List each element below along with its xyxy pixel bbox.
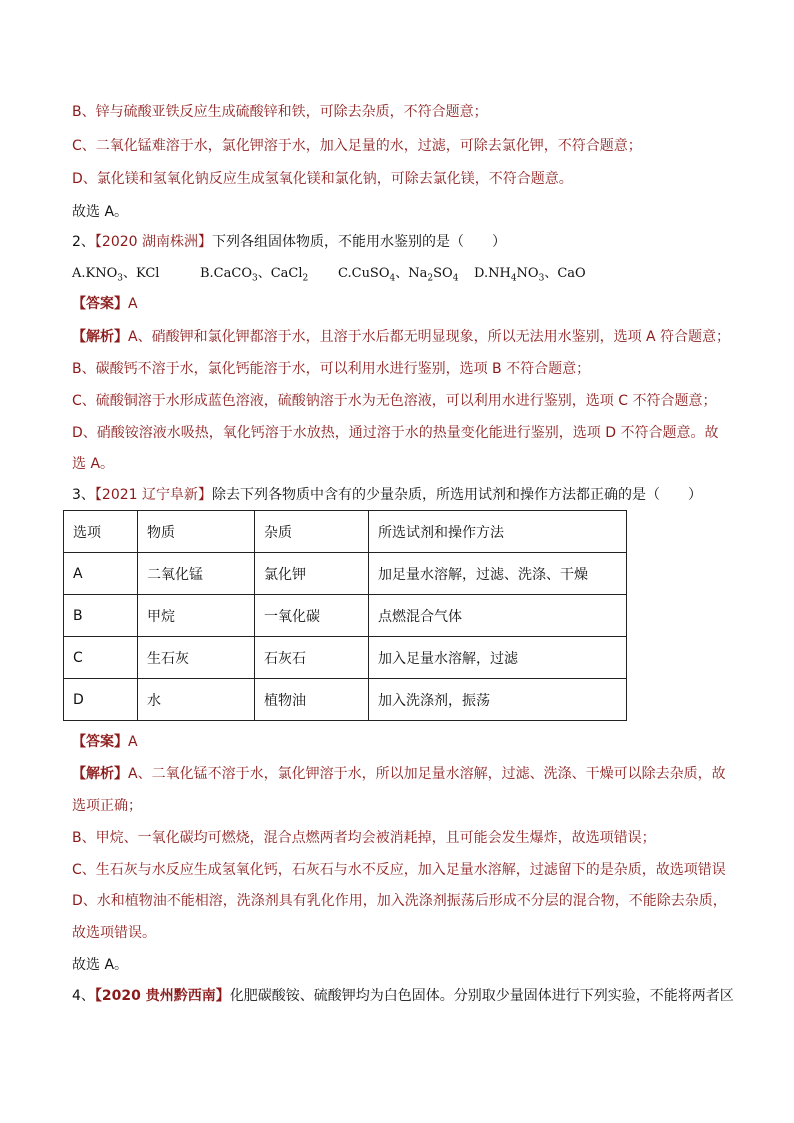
q3-stem-line — [72, 486, 734, 504]
q2-answer: 【答案】A — [72, 296, 138, 312]
table-cell: D — [64, 679, 138, 721]
table-cell: 加入足量水溶解，过滤 — [369, 637, 627, 679]
q4-stem: 化肥碳酸铵、硫酸钾均为白色固体。分别取少量固体进行下列实验，不能将两者区 — [229, 988, 734, 1004]
table-cell: 加入洗涤剂，振荡 — [369, 679, 627, 721]
table-cell: 植物油 — [255, 679, 369, 721]
table-cell: 生石灰 — [138, 637, 255, 679]
table-cell: 石灰石 — [255, 637, 369, 679]
q3-table — [63, 510, 627, 721]
table-header-row — [64, 511, 627, 553]
q4-source: 【2020 贵州黔西南】 — [94, 988, 230, 1004]
table-cell: 氯化钾 — [255, 553, 369, 595]
prev-conclusion: 故选 A。 — [72, 204, 129, 220]
q2-analysis-d: D、硝酸铵溶液水吸热，氧化钙溶于水放热，通过溶于水的热量变化能进行鉴别，选项 D 不符合题意。故 — [72, 425, 719, 441]
prev-analysis-c: C、二氧化锰难溶于水，氯化钾溶于水，加入足量的水，过滤，可除去氯化钾，不符合题意； — [72, 138, 642, 154]
q2-analysis-b: B、碳酸钙不溶于水，氯化钙能溶于水，可以利用水进行鉴别，选项 B 不符合题意； — [72, 361, 591, 377]
q3-source: 【2021 辽宁阜新】 — [94, 487, 213, 503]
q2-analysis-c: C、硫酸铜溶于水形成蓝色溶液，硫酸钠溶于水为无色溶液，可以利用水进行鉴别，选项 C 不符合题意； — [72, 393, 717, 409]
table-cell: 加足量水溶解，过滤、洗涤、干燥 — [369, 553, 627, 595]
q3-analysis-d: D、水和植物油不能相溶，洗涤剂具有乳化作用，加入洗涤剂振荡后形成不分层的混合物，不能除去杂质， — [72, 893, 727, 909]
q2-option-c: C.CuSO$_4$、$Na_2SO_4$ — [338, 266, 459, 284]
q2-analysis-d-cont: 选 A。 — [72, 456, 115, 472]
q2-option-a: $A.KNO_3$、KCl — [72, 266, 160, 284]
q3-analysis-a: 【解析】A、二氧化锰不溶于水，氯化钾溶于水，所以加足量水溶解，过滤、洗涤、干燥可以除去杂质，故 — [72, 766, 726, 782]
table-cell: 一氧化碳 — [255, 595, 369, 637]
table-row — [64, 595, 627, 637]
table-row — [64, 637, 627, 679]
q3-analysis-c: C、生石灰与水反应生成氢氧化钙，石灰石与水不反应，加入足量水溶解，过滤留下的是杂质，故选项错误 — [72, 862, 726, 878]
table-cell: B — [64, 595, 138, 637]
table-cell: A — [64, 553, 138, 595]
q4-number: 4、 — [72, 988, 95, 1004]
table-row — [64, 679, 627, 721]
q2-analysis-a: 【解析】A、硝酸钾和氯化钾都溶于水，且溶于水后都无明显现象，所以无法用水鉴别，选项 A 符合题意； — [72, 329, 731, 345]
table-cell: 甲烷 — [138, 595, 255, 637]
q3-analysis-b: B、甲烷、一氧化碳均可燃烧，混合点燃两者均会被消耗掉，且可能会发生爆炸，故选项错误； — [72, 830, 656, 846]
q2-stem-line — [72, 233, 734, 251]
prev-analysis-d: D、氯化镁和氢氧化钠反应生成氢氧化镁和氯化钠，可除去氯化镁，不符合题意。 — [72, 171, 573, 187]
q3-answer: 【答案】A — [72, 734, 138, 750]
table-header-cell: 杂质 — [255, 511, 369, 553]
q2-option-d: $D.NH_4NO_3$、CaO — [474, 266, 586, 284]
q4-stem-line — [72, 987, 734, 1005]
q3-stem: 除去下列各物质中含有的少量杂质，所选用试剂和操作方法都正确的是（ ） — [212, 487, 703, 503]
table-header-cell: 物质 — [138, 511, 255, 553]
table-header-cell: 所选试剂和操作方法 — [369, 511, 627, 553]
q2-source: 【2020 湖南株洲】 — [94, 234, 213, 250]
table-header-cell: 选项 — [64, 511, 138, 553]
q3-analysis-d-cont: 故选项错误。 — [72, 925, 156, 941]
prev-analysis-b: B、锌与硫酸亚铁反应生成硫酸锌和铁，可除去杂质，不符合题意； — [72, 104, 488, 120]
table-cell: 二氧化锰 — [138, 553, 255, 595]
q2-option-b: B.CaCO$_3$、CaCl$_2$ — [200, 266, 309, 284]
table-cell: 水 — [138, 679, 255, 721]
q3-analysis-a-cont: 选项正确； — [72, 798, 142, 814]
q2-stem: 下列各组固体物质，不能用水鉴别的是（ ） — [212, 234, 507, 250]
table-cell: C — [64, 637, 138, 679]
table-cell: 点燃混合气体 — [369, 595, 627, 637]
q3-number: 3、 — [72, 487, 95, 503]
q2-number: 2、 — [72, 234, 95, 250]
table-row — [64, 553, 627, 595]
q3-conclusion: 故选 A。 — [72, 957, 129, 973]
